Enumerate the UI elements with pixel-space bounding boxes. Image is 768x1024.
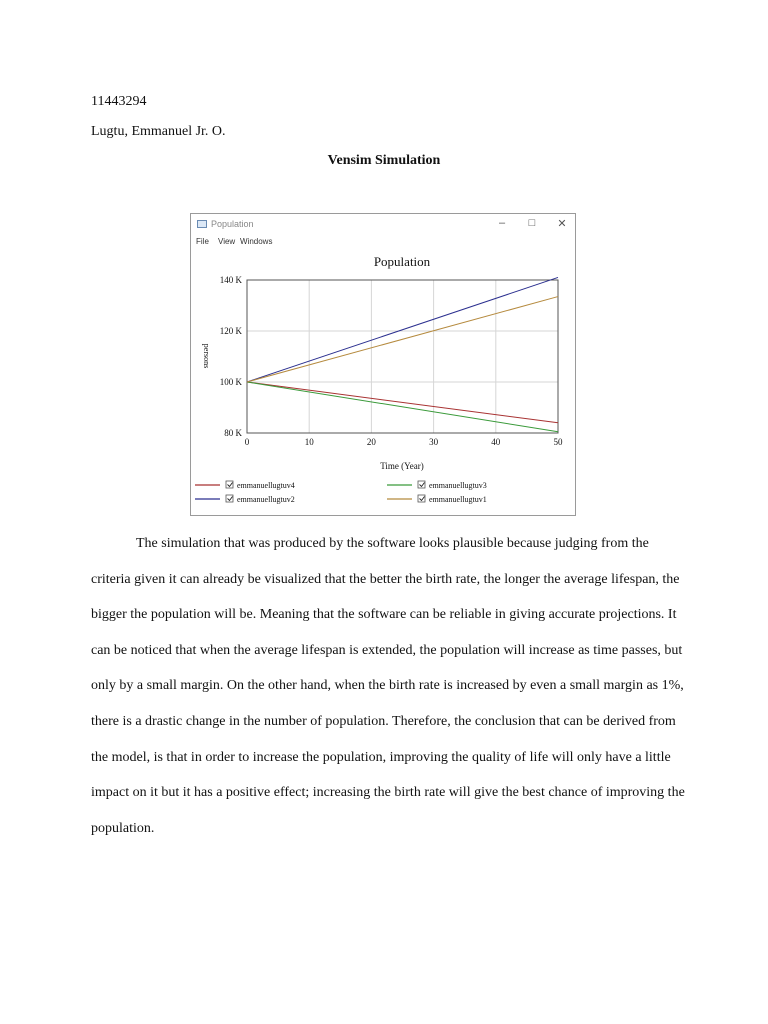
legend-label-emmanuellugtuv3: emmanuellugtuv3 [429,481,487,490]
chart-series [247,277,558,431]
menu-view[interactable]: View [218,237,236,246]
population-chart [191,214,575,515]
x-tick-label-3: 30 [429,437,439,447]
series-line-emmanuellugtuv1 [247,297,558,382]
y-tick-label-0: 80 K [224,428,242,438]
x-tick-label-1: 10 [304,437,314,447]
legend-label-emmanuellugtuv1: emmanuellugtuv1 [429,495,487,504]
x-axis-label: Time (Year) [380,461,424,471]
series-line-emmanuellugtuv4 [247,382,558,423]
student-name: Lugtu, Emmanuel Jr. O. [91,124,226,139]
x-tick-label-4: 40 [491,437,501,447]
legend-label-emmanuellugtuv2: emmanuellugtuv2 [237,495,295,504]
y-tick-label-2: 120 K [219,326,242,336]
y-tick-label-1: 100 K [219,377,242,387]
y-tick-label-3: 140 K [219,275,242,285]
body-paragraph [91,526,687,846]
chart-ticks [220,275,563,447]
maximize-icon[interactable]: □ [528,217,536,229]
chart-grid [247,280,558,433]
x-tick-label-5: 50 [553,437,563,447]
close-icon[interactable]: ✕ [557,218,567,230]
minimize-icon[interactable]: – [498,217,506,229]
legend-label-emmanuellugtuv4: emmanuellugtuv4 [237,481,295,490]
series-line-emmanuellugtuv2 [247,277,558,382]
chart-legend [195,481,487,504]
menu-file[interactable]: File [196,237,209,246]
vensim-window [190,213,576,516]
menu-windows[interactable]: Windows [240,237,273,246]
plot-area [247,280,558,433]
y-axis-label: persons [202,343,211,369]
series-line-emmanuellugtuv3 [247,382,558,432]
window-title: Population [211,219,254,229]
x-tick-label-2: 20 [366,437,376,447]
x-tick-label-0: 0 [244,437,250,447]
document-title: Vensim Simulation [327,153,441,168]
chart-title: Population [373,254,431,269]
student-id: 11443294 [91,94,147,109]
body-paragraph-text: The simulation that was produced by the software looks plausible because judging from the criteria given it can already be visualized that the better the birth rate, the longer the average lifespan, the bigger the population will be. Meaning that the software can be reliable in giving accurate projections. It can be noticed that when the average lifespan is extended, the population will increase as time passes, but only by a small margin. On the other hand, when the birth rate is increased by even a small margin as 1%, there is a drastic change in the number of population. Therefore, the conclusion that can be derived from the model, is that in order to increase the population, improving the quality of life will only have a little impact on it but it has a positive effect; increasing the birth rate will give the best chance of improving the population. [91,536,685,836]
